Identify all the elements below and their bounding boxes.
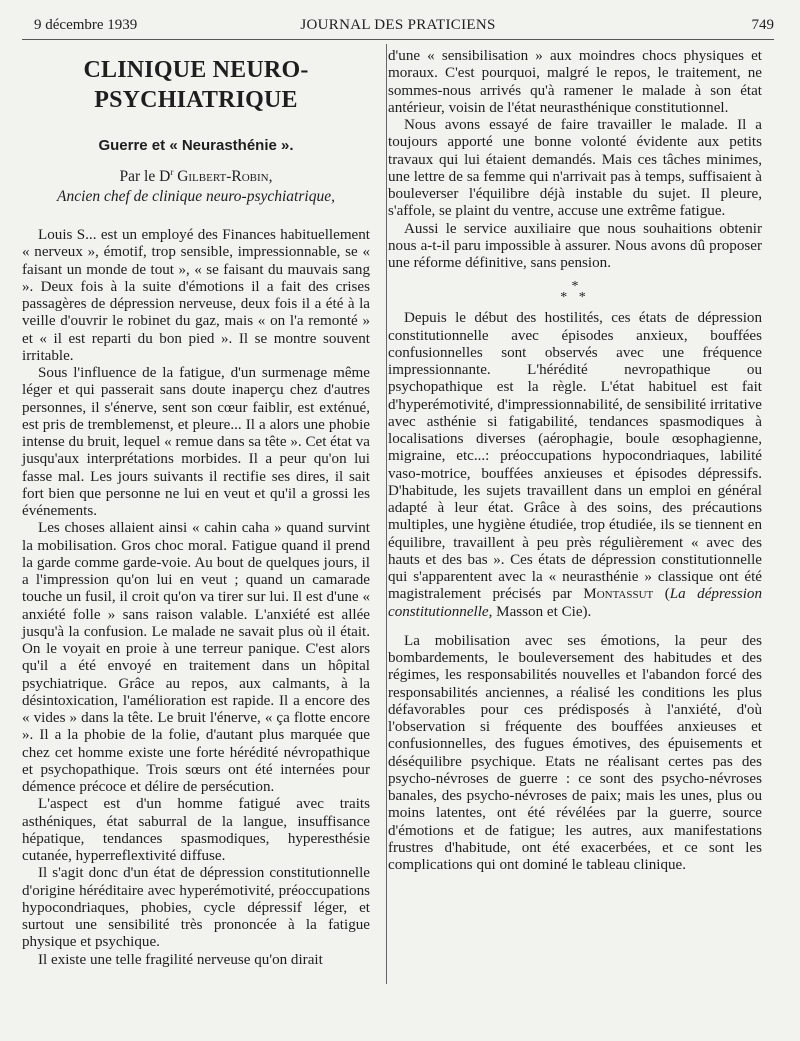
left-column — [22, 48, 370, 969]
byline-prefix: Par le D — [119, 168, 171, 186]
citation-author: Montassut — [583, 586, 654, 603]
paragraph: Nous avons essayé de faire travailler le malade. Il a toujours apporté une bonne volonté évidente aux petits travaux qui lui étaient demandés. Mais ces tâches minimes, une lettre de sa femme qui n'arrivait pas à temps, suffisaient à bouleverser l'équilibre déjà instable du sujet. Il pleure, s'affole, se plaint du ventre, accuse une extrême fatigue. — [388, 117, 762, 220]
byline-sup: r — [170, 167, 174, 177]
citation-rest: Masson et Cie). — [492, 603, 592, 620]
asterism-top: * — [571, 279, 579, 295]
paragraph: Il existe une telle fragilité nerveuse qu'on dirait — [38, 951, 323, 968]
header-page-number: 749 — [751, 17, 774, 33]
paragraph-text: Depuis le début des hostilités, ces états de dépression constitutionnelle avec épisodes anxieux, bouffées confusionnelles sont observés avec une fréquence impressionnante. L'hérédité nevropathique ou psychopathique est la règle. L'état habituel est fait d'hyperémotivité, d'impressionnabilité, de sensibilité irritative avec asthénie si fatigabilité, tendances spasmodiques à localisations diverses (aérophagie, boule œsophagienne, migraine, etc...: préoccupations hypocondriaques, labilité vaso-motrice, bouffées anxieuses et épisodes dépressifs. D'habitude, les sujets travaillent dans un emploi en général adapté à leur état. Grâce à des soins, des précautions multiples, une hygiène étudiée, trop étudiée, ils se tiennent en équilibre, travaillent à peu près régulièrement « avec des hauts et des bas ». Ces états de dépression constitutionnelle qui s'apparentent avec la « neurasthénie » classique ont été magistralement précisés par — [388, 310, 762, 603]
paragraph: Aussi le service auxiliaire que nous souhaitions obtenir nous a-t-il paru impossible à assurer. Nous avons dû proposer une réforme définitive, sans pension. — [388, 220, 762, 271]
byline — [22, 162, 370, 187]
running-header — [22, 17, 774, 40]
paragraph: Sous l'influence de la fatigue, d'un surmenage même léger et qui passerait sans doute inaperçu chez d'autres personnes, il s'énerve, sent son cœur faiblir, est exténué, est pris de tremblemenst, et pleure... Il a alors une phobie intense du bruit, lequel « remue dans sa tête ». Cet état va jusqu'aux interprétations morbides. Il a peur qu'on lui fasse mal. Les jours suivants il rectifie ses dires, il sait fort bien que personne ne lui en veut et qu'il a grossi les événements. — [22, 365, 370, 520]
section-title: CLINIQUE NEURO-PSYCHIATRIQUE — [83, 57, 309, 113]
citation-title: La dépression constitutionnelle, — [388, 586, 762, 620]
asterism — [388, 276, 762, 310]
paragraph: Les choses allaient ainsi « cahin caha » quand survint la mobilisation. Gros choc moral. Fatigue quand il prend la garde comme garde-voie. Au bout de quelques jours, il a l'impression qu'on lui en veut ; quand un camarade touche un fusil, il croit qu'on va tirer sur lui. Il est d'une « anxiété folle » sans raison valable. L'anxiété est allée jusqu'à la confusion. Le malade ne savait plus où il était. On le voyait en proie à une terreur panique. C'est alors qu'il a été envoyé en traitement dans un hôpital psychiatrique. Grâce au repos, aux calmants, à la désintoxication, l'amélioration est rapide. Il a encore des « vides » dans la tête. Le bruit l'énerve, « ça flotte encore ». Il a la phobie de la folie, d'autant plus marquée que chez cet homme existe une forte hérédité névropathique et psychopathique. Trois sœurs ont été internées pour démence précoce et délire de persécution. — [22, 520, 370, 796]
paragraph: La mobilisation avec ses émotions, la peur des bombardements, le bouleversement des habitudes et des régimes, les responsabilités nouvelles et l'abandon forcé des responsabilités anciennes, a réalisé les conditions les plus défavorables pour ces prédisposés à l'anxiété, d'où l'observation si fréquente des bouffées anxieuses et confusionnelles, des fugues émotives, des épuisements et déséquilibre psychique. Etats ne réalisant certes pas des psycho-névroses de guerre : ce sont des psycho-névroses banales, des psycho-névroses de paix; mais les unes, plus ou moins latentes, ont été révélées par la guerre, source d'émotions et de fatigue; les autres, aux manifestations frustres d'habitude, ont été exacerbées, et ce sont les complications qui ont dominé le tableau clinique. — [388, 632, 762, 873]
header-journal-title: JOURNAL DES PRATICIENS — [300, 17, 496, 33]
paragraph: Il s'agit donc d'un état de dépression constitutionnelle d'origine héréditaire avec hyperémotivité, préoccupations hypocondriaques, phobies, cycle dépressif léger, et surtout une sensibilité très prononcée à la fatigue physique et psychique. — [22, 865, 370, 951]
paragraph: d'une « sensibilisation » aux moindres chocs physiques et moraux. C'est pourquoi, malgré le repos, le traitement, ne sommes-nous arrivés qu'à ramener le malade à son état antérieur, voisin de l'état neurasthénique constitutionnel. — [388, 48, 762, 116]
paragraph: L'aspect est d'un homme fatigué avec traits asthéniques, état saburral de la langue, insuffisance hépatique, tendances spasmodiques, hyperesthésie cutanée, hyperreflextivité diffuse. — [22, 796, 370, 865]
paragraph — [388, 310, 762, 621]
header-date: 9 décembre 1939 — [34, 17, 138, 33]
citation-open: ( — [664, 586, 670, 603]
column-divider — [386, 44, 387, 984]
article-title: Guerre et « Neurasthénie ». — [98, 137, 294, 154]
paragraph: Louis S... est un employé des Finances habituellement « nerveux », émotif, trop sensible, impressionnable, se « faisant un monde de tout », « se faisant du mauvais sang ». Deux fois à la suite d'émotions il a fait des crises passagères de dépression nerveuse, deux fois il a été à la veille d'ouvrir le robinet du gaz, mais « on l'a remonté » et « il est reparti du bon pied ». Il se montre souvent irritable. — [22, 227, 370, 364]
asterism-bottom: * * — [560, 290, 590, 306]
author-name: Gilbert-Robin, — [177, 168, 273, 186]
author-affiliation: Ancien chef de clinique neuro-psychiatrique, — [57, 188, 335, 206]
right-column — [388, 48, 762, 874]
